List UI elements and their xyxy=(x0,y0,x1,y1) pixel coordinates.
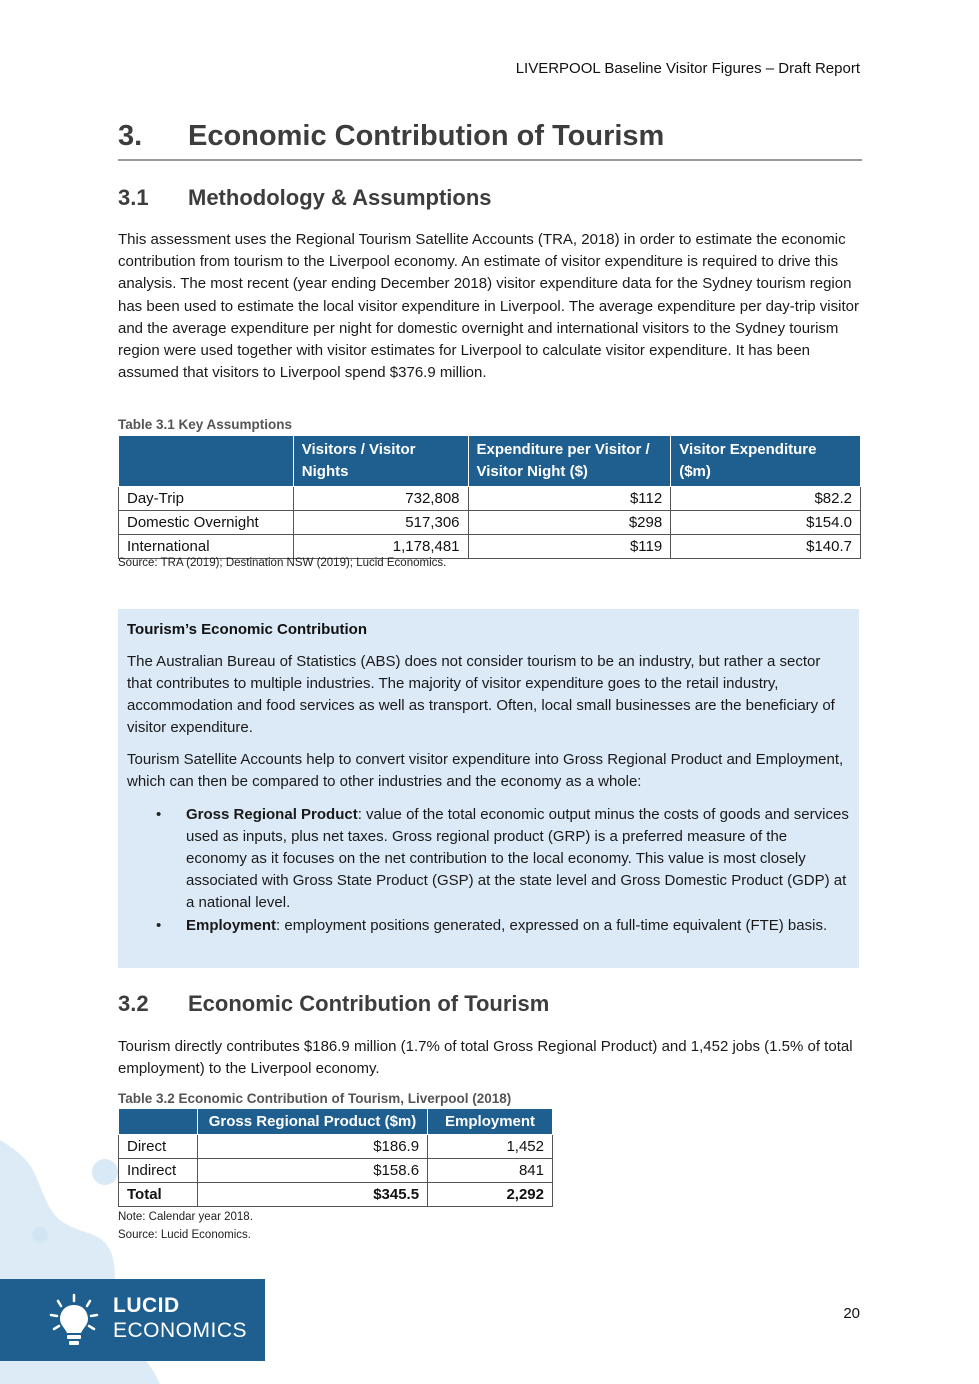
table-row xyxy=(119,1159,553,1183)
table-cell: $119 xyxy=(468,535,671,559)
table-cell: $158.6 xyxy=(197,1159,427,1183)
callout-paragraph: The Australian Bureau of Statistics (ABS) does not consider tourism to be an industry, but rather a sector that contributes to multiple industries. The majority of visitor expenditure goes to the retail industry, accommodation and food services as well as transport. Often, local small businesses are the beneficiary of visitor expenditure. xyxy=(127,653,835,736)
logo-text-lucid: LUCID xyxy=(113,1294,180,1317)
economic-contribution-table xyxy=(118,1108,553,1207)
table-row xyxy=(119,511,861,535)
subsection-title: Methodology & Assumptions xyxy=(188,185,492,210)
table-row xyxy=(119,487,861,511)
table-cell: $298 xyxy=(468,511,671,535)
subsection-heading-3-2 xyxy=(118,991,549,1017)
callout-paragraph: Tourism Satellite Accounts help to convert visitor expenditure into Gross Regional Product and Employment, which can then be compared to other industries and the economy as a whole: xyxy=(127,751,844,790)
table-header-cell: Visitor Expenditure ($m) xyxy=(671,436,861,487)
table-caption: Table 3.1 Key Assumptions xyxy=(118,417,293,432)
table-cell: $345.5 xyxy=(197,1183,427,1207)
section-number: 3. xyxy=(118,120,143,152)
section-heading xyxy=(118,120,862,161)
table-header-cell: Gross Regional Product ($m) xyxy=(197,1109,427,1135)
subsection-number: 3.2 xyxy=(118,991,149,1016)
table-cell: $140.7 xyxy=(671,535,861,559)
methodology-paragraph: This assessment uses the Regional Tourism Satellite Accounts (TRA, 2018) in order to estimate the economic contribution from tourism to the Liverpool economy. An estimate of visitor expenditure is required to drive this analysis. The most recent (year ending December 2018) visitor expenditure data for the Sydney tourism region has been used to estimate the local visitor expenditure in Liverpool. The average expenditure per day-trip visitor and the average expenditure per night for domestic overnight and international visitors to the Sydney tourism region were used together with visitor estimates for Liverpool to calculate visitor expenditure. It has been assumed that visitors to Liverpool spend $376.9 million. xyxy=(118,231,859,382)
logo-text-economics: ECONOMICS xyxy=(113,1319,248,1342)
table-cell: Indirect xyxy=(119,1159,198,1183)
company-logo xyxy=(0,1279,265,1361)
bullet-icon: • xyxy=(156,806,162,823)
key-assumptions-table xyxy=(118,435,861,559)
bullet-term: Employment xyxy=(186,917,277,934)
table-cell: 1,178,481 xyxy=(293,535,468,559)
subsection-number: 3.1 xyxy=(118,185,149,210)
table-cell: 517,306 xyxy=(293,511,468,535)
table-cell: Domestic Overnight xyxy=(119,511,294,535)
section-title: Economic Contribution of Tourism xyxy=(188,120,665,152)
table-source: Source: Lucid Economics. xyxy=(118,1229,251,1241)
table-cell: $112 xyxy=(468,487,671,511)
table-header-cell: Visitors / Visitor Nights xyxy=(293,436,468,487)
bullet-text: : value of the total economic output minus the costs of goods and services used as inputs, plus net taxes. Gross regional product (GRP) is a preferred measure of the economy as it focuses on the net contribution to the local economy. This value is most closely associated with Gross State Product (GSP) at the state level and Gross Domestic Product (GDP) at a national level. xyxy=(186,806,849,911)
table-row xyxy=(119,535,861,559)
page-number: 20 xyxy=(843,1305,860,1322)
table-header-cell xyxy=(119,1109,198,1135)
table-cell: Day-Trip xyxy=(119,487,294,511)
table-cell: International xyxy=(119,535,294,559)
bullet-item xyxy=(186,915,850,937)
table-cell: 2,292 xyxy=(428,1183,553,1207)
table-note: Note: Calendar year 2018. xyxy=(118,1211,253,1223)
table-caption: Table 3.2 Economic Contribution of Tourism, Liverpool (2018) xyxy=(118,1091,512,1106)
running-header: LIVERPOOL Baseline Visitor Figures – Draft Report xyxy=(515,60,860,77)
table-cell: Total xyxy=(119,1183,198,1207)
bullet-text: : employment positions generated, expressed on a full-time equivalent (FTE) basis. xyxy=(276,917,828,934)
table-total-row xyxy=(119,1183,553,1207)
info-callout-box xyxy=(118,609,859,968)
table-header-cell xyxy=(119,436,294,487)
table-header-row xyxy=(119,436,861,487)
subsection-title: Economic Contribution of Tourism xyxy=(188,991,550,1016)
bullet-icon: • xyxy=(156,917,162,934)
table-header-row xyxy=(119,1109,553,1135)
bullet-term: Gross Regional Product xyxy=(186,806,358,823)
lightbulb-icon xyxy=(48,1293,100,1349)
table-cell: $82.2 xyxy=(671,487,861,511)
table-source: Source: TRA (2019); Destination NSW (2019); Lucid Economics. xyxy=(118,557,447,569)
table-cell: 1,452 xyxy=(428,1135,553,1159)
table-row xyxy=(119,1135,553,1159)
bullet-item xyxy=(186,804,850,914)
table-cell: $154.0 xyxy=(671,511,861,535)
table-cell: Direct xyxy=(119,1135,198,1159)
table-cell: $186.9 xyxy=(197,1135,427,1159)
table-header-cell: Employment xyxy=(428,1109,553,1135)
table-cell: 841 xyxy=(428,1159,553,1183)
subsection-heading-3-1 xyxy=(118,185,492,211)
table-cell: 732,808 xyxy=(293,487,468,511)
contribution-paragraph: Tourism directly contributes $186.9 million (1.7% of total Gross Regional Product) and 1,452 jobs (1.5% of total employment) to the Liverpool economy. xyxy=(118,1038,853,1078)
table-header-cell: Expenditure per Visitor / Visitor Night ($) xyxy=(468,436,671,487)
callout-title: Tourism’s Economic Contribution xyxy=(127,621,367,638)
